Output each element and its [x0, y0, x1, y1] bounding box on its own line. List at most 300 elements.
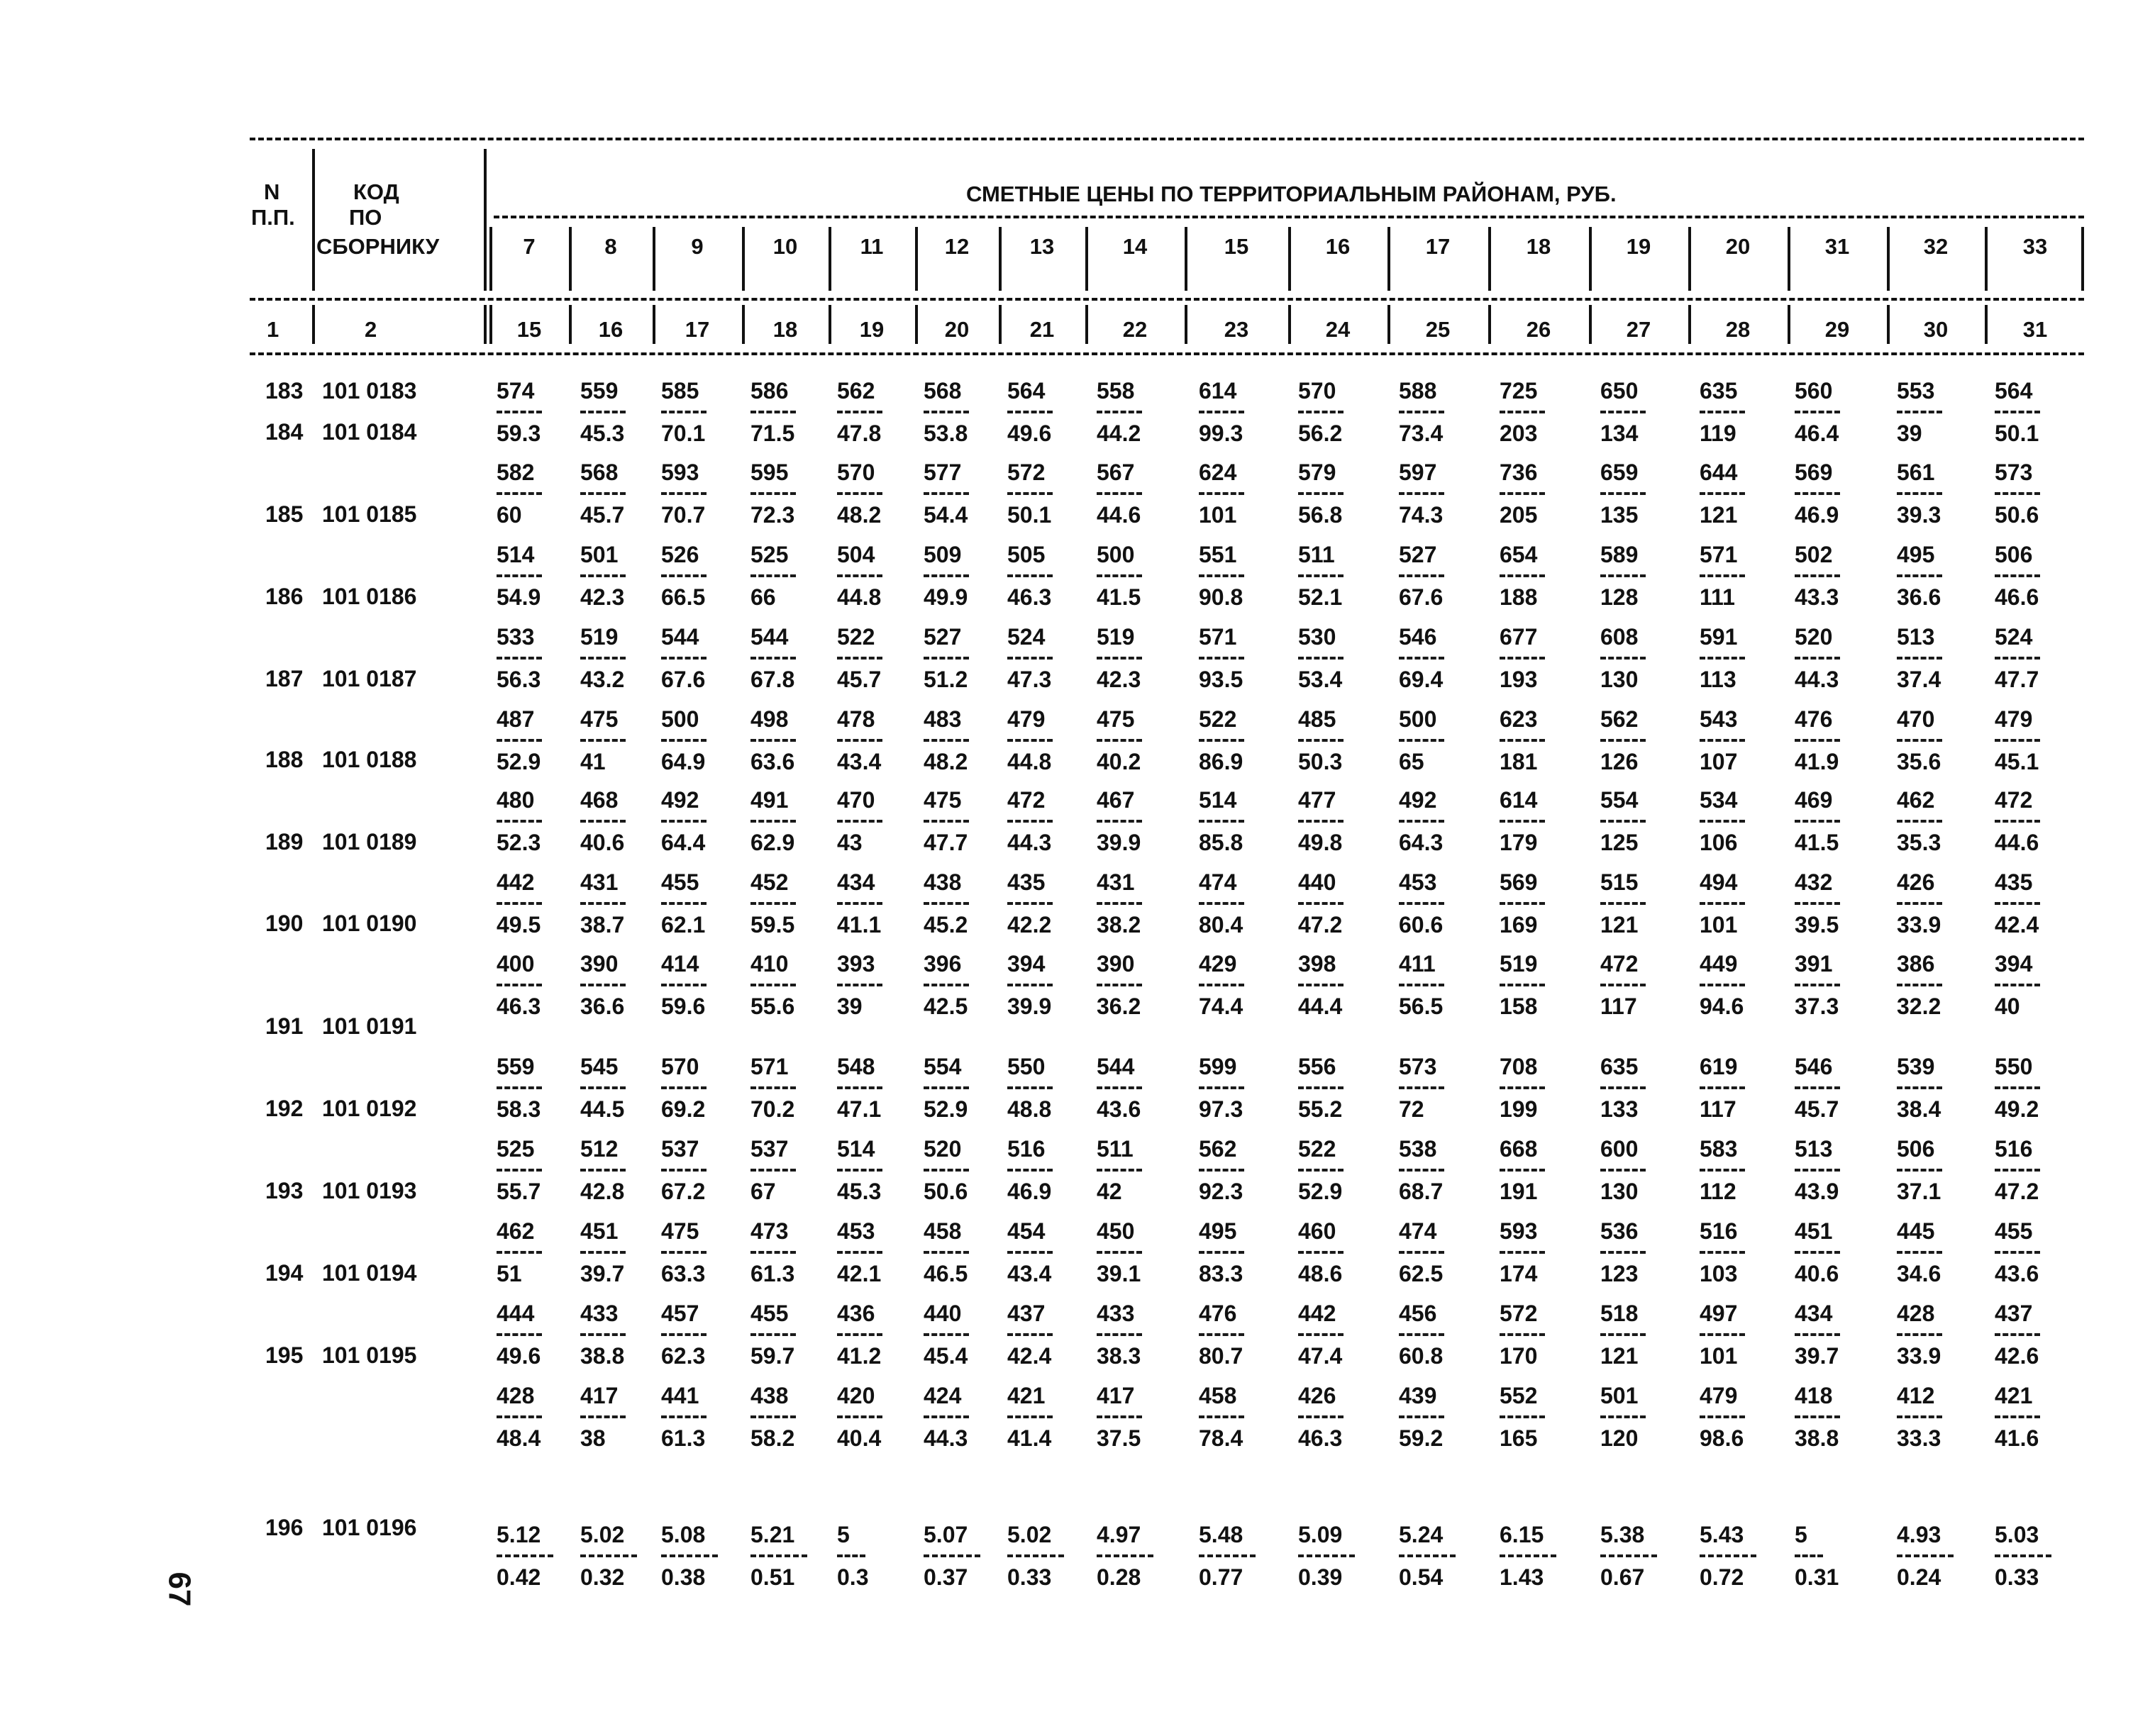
price-main: 571 [1700, 542, 1738, 567]
region-separator [1887, 227, 1890, 291]
price-main: 514 [497, 542, 535, 567]
column-number: 22 [1122, 317, 1148, 342]
price-sub: 106 [1700, 830, 1738, 855]
price-main: 492 [661, 787, 699, 813]
fraction-dash [750, 1415, 796, 1418]
price-main: 619 [1700, 1054, 1738, 1079]
price-sub: 45.7 [1795, 1096, 1839, 1122]
price-main: 553 [1897, 378, 1935, 404]
price-main: 498 [750, 706, 789, 732]
price-sub: 134 [1600, 421, 1639, 446]
price-main: 494 [1700, 869, 1738, 895]
fraction-dash [837, 984, 882, 986]
price-main: 567 [1097, 460, 1135, 485]
fraction-dash [1897, 411, 1942, 413]
price-sub: 67 [750, 1179, 776, 1204]
price-sub: 125 [1600, 830, 1639, 855]
price-sub: 0.28 [1097, 1564, 1141, 1590]
price-main: 475 [661, 1218, 699, 1244]
price-main: 597 [1399, 460, 1437, 485]
fraction-dash [1897, 492, 1942, 495]
fraction-dash [750, 984, 796, 986]
fraction-dash [924, 1169, 969, 1172]
price-sub: 38.2 [1097, 912, 1141, 937]
fraction-dash [1199, 492, 1244, 495]
price-sub: 47.2 [1995, 1179, 2039, 1204]
price-sub: 47.7 [924, 830, 968, 855]
price-main: 424 [924, 1383, 962, 1408]
price-sub: 98.6 [1700, 1425, 1744, 1451]
column-number: 17 [685, 317, 710, 342]
price-main: 550 [1995, 1054, 2033, 1079]
price-sub: 41.6 [1995, 1425, 2039, 1451]
price-sub: 121 [1600, 912, 1639, 937]
price-sub: 179 [1500, 830, 1538, 855]
price-main: 450 [1097, 1218, 1135, 1244]
price-main: 654 [1500, 542, 1538, 567]
price-sub: 40.2 [1097, 749, 1141, 774]
fraction-dash [750, 1169, 796, 1172]
fraction-dash [1298, 574, 1344, 577]
row-number: 186 [265, 584, 304, 609]
price-sub: 62.1 [661, 912, 706, 937]
price-main: 591 [1700, 624, 1738, 650]
price-sub: 43.4 [837, 749, 882, 774]
price-sub: 37.1 [1897, 1179, 1941, 1204]
price-sub: 46.5 [924, 1261, 968, 1286]
price-main: 440 [1298, 869, 1336, 895]
price-sub: 42.8 [580, 1179, 625, 1204]
row-number: 192 [265, 1096, 304, 1121]
fraction-dash [497, 902, 542, 905]
price-main: 614 [1199, 378, 1237, 404]
price-sub: 42.6 [1995, 1343, 2039, 1369]
price-main: 5.02 [1007, 1522, 1052, 1547]
price-sub: 48.2 [837, 502, 882, 528]
fraction-dash [1795, 574, 1840, 577]
fraction-dash [837, 902, 882, 905]
row-number: 191 [265, 1013, 304, 1039]
fraction-dash [1097, 1415, 1142, 1418]
price-main: 426 [1897, 869, 1935, 895]
fraction-dash [1600, 1169, 1646, 1172]
fraction-dash [580, 739, 626, 742]
fraction-dash [1097, 820, 1142, 823]
price-sub: 49.2 [1995, 1096, 2039, 1122]
region-header: 32 [1923, 234, 1949, 259]
price-main: 5.09 [1298, 1522, 1343, 1547]
price-main: 650 [1600, 378, 1639, 404]
fraction-dash [837, 574, 882, 577]
price-main: 390 [1097, 951, 1135, 976]
price-sub: 34.6 [1897, 1261, 1941, 1286]
price-sub: 169 [1500, 912, 1538, 937]
price-main: 600 [1600, 1136, 1639, 1162]
fraction-dash [924, 820, 969, 823]
price-main: 608 [1600, 624, 1639, 650]
price-main: 569 [1795, 460, 1833, 485]
price-main: 562 [1199, 1136, 1237, 1162]
fraction-dash [1795, 1251, 1840, 1254]
fraction-dash [837, 739, 882, 742]
fraction-dash [750, 1251, 796, 1254]
price-sub: 41.4 [1007, 1425, 1052, 1451]
region-separator [829, 305, 831, 344]
price-sub: 39 [1897, 421, 1922, 446]
fraction-dash [1298, 1415, 1344, 1418]
fraction-dash [1399, 1251, 1444, 1254]
fraction-dash [661, 1333, 707, 1336]
price-main: 455 [750, 1301, 789, 1326]
row-code: 101 0195 [322, 1342, 417, 1368]
region-separator [915, 227, 918, 291]
price-main: 538 [1399, 1136, 1437, 1162]
price-main: 420 [837, 1383, 875, 1408]
price-main: 411 [1399, 951, 1436, 976]
price-sub: 0.77 [1199, 1564, 1243, 1590]
region-separator [742, 227, 745, 291]
price-main: 589 [1600, 542, 1639, 567]
price-main: 572 [1500, 1301, 1538, 1326]
price-main: 571 [750, 1054, 789, 1079]
fraction-dash [1097, 1169, 1142, 1172]
price-main: 550 [1007, 1054, 1046, 1079]
price-main: 386 [1897, 951, 1935, 976]
price-sub: 101 [1700, 1343, 1738, 1369]
price-main: 548 [837, 1054, 875, 1079]
price-sub: 46.3 [497, 994, 541, 1019]
price-main: 391 [1795, 951, 1833, 976]
region-separator [1688, 227, 1691, 291]
price-sub: 0.67 [1600, 1564, 1645, 1590]
column-number: 28 [1725, 317, 1751, 342]
fraction-dash [1995, 657, 2040, 660]
price-sub: 43.4 [1007, 1261, 1052, 1286]
price-main: 394 [1995, 951, 2033, 976]
price-main: 429 [1199, 951, 1237, 976]
price-sub: 43 [837, 830, 863, 855]
price-sub: 42.5 [924, 994, 968, 1019]
price-sub: 56.3 [497, 667, 541, 692]
price-main: 519 [1500, 951, 1538, 976]
price-main: 614 [1500, 787, 1538, 813]
fraction-dash [1995, 1415, 2040, 1418]
fraction-dash [1199, 1415, 1244, 1418]
price-main: 560 [1795, 378, 1833, 404]
price-sub: 52.3 [497, 830, 541, 855]
header-n: N [264, 179, 280, 204]
price-sub: 67.6 [1399, 584, 1444, 610]
fraction-dash [1700, 574, 1745, 577]
fraction-dash [1007, 411, 1053, 413]
price-main: 5.48 [1199, 1522, 1243, 1547]
price-main: 487 [497, 706, 535, 732]
fraction-dash [1795, 492, 1840, 495]
fraction-dash [1097, 1251, 1142, 1254]
price-sub: 74.4 [1199, 994, 1243, 1019]
fraction-dash [1298, 1333, 1344, 1336]
price-sub: 61.3 [750, 1261, 795, 1286]
fraction-dash [661, 492, 707, 495]
price-sub: 1.43 [1500, 1564, 1544, 1590]
fraction-dash [661, 984, 707, 986]
price-main: 573 [1995, 460, 2033, 485]
fraction-dash [750, 574, 796, 577]
header-n2: П.П. [251, 205, 295, 230]
price-sub: 39.1 [1097, 1261, 1141, 1286]
price-main: 477 [1298, 787, 1336, 813]
fraction-dash [580, 902, 626, 905]
price-sub: 45.2 [924, 912, 968, 937]
fraction-dash [1795, 984, 1840, 986]
fraction-dash [1700, 492, 1745, 495]
price-sub: 72.3 [750, 502, 795, 528]
price-sub: 49.5 [497, 912, 541, 937]
price-sub: 44.2 [1097, 421, 1141, 446]
price-sub: 44.3 [1007, 830, 1052, 855]
price-main: 5.07 [924, 1522, 968, 1547]
price-main: 435 [1007, 869, 1046, 895]
region-header: 14 [1122, 234, 1148, 259]
fraction-dash [837, 1554, 865, 1557]
row-number: 183 [265, 378, 304, 404]
fraction-dash [1298, 739, 1344, 742]
price-sub: 65 [1399, 749, 1424, 774]
price-main: 440 [924, 1301, 962, 1326]
price-main: 412 [1897, 1383, 1935, 1408]
fraction-dash [1298, 1251, 1344, 1254]
region-header: 7 [523, 234, 536, 259]
price-main: 434 [1795, 1301, 1833, 1326]
price-main: 462 [497, 1218, 535, 1244]
fraction-dash [1007, 1169, 1053, 1172]
price-sub: 103 [1700, 1261, 1738, 1286]
price-main: 444 [497, 1301, 535, 1326]
price-sub: 45.3 [580, 421, 625, 446]
vline-n-mid [312, 206, 315, 291]
price-sub: 60.6 [1399, 912, 1444, 937]
price-sub: 67.6 [661, 667, 706, 692]
price-sub: 41.1 [837, 912, 882, 937]
price-sub: 97.3 [1199, 1096, 1243, 1122]
price-sub: 64.3 [1399, 830, 1444, 855]
fraction-dash [1298, 1169, 1344, 1172]
price-sub: 52.9 [1298, 1179, 1343, 1204]
price-main: 511 [1097, 1136, 1134, 1162]
price-sub: 32.2 [1897, 994, 1941, 1019]
price-sub: 47.7 [1995, 667, 2039, 692]
fraction-dash [1600, 1086, 1646, 1089]
row-code: 101 0192 [322, 1096, 417, 1121]
price-main: 449 [1700, 951, 1738, 976]
fraction-dash [1007, 492, 1053, 495]
price-main: 530 [1298, 624, 1336, 650]
row-number: 196 [265, 1515, 304, 1540]
fraction-dash [1600, 1415, 1646, 1418]
price-main: 457 [661, 1301, 699, 1326]
price-main: 456 [1399, 1301, 1437, 1326]
fraction-dash [661, 1251, 707, 1254]
price-sub: 113 [1700, 667, 1736, 692]
price-main: 564 [1995, 378, 2033, 404]
price-main: 583 [1700, 1136, 1738, 1162]
price-main: 5.38 [1600, 1522, 1645, 1547]
region-separator [489, 305, 492, 344]
price-main: 472 [1600, 951, 1639, 976]
price-main: 421 [1995, 1383, 2033, 1408]
region-header: 18 [1526, 234, 1551, 259]
price-main: 492 [1399, 787, 1437, 813]
price-sub: 90.8 [1199, 584, 1243, 610]
fraction-dash [661, 657, 707, 660]
fraction-dash [1897, 1251, 1942, 1254]
price-main: 451 [580, 1218, 619, 1244]
region-separator [1288, 227, 1291, 291]
price-sub: 0.38 [661, 1564, 706, 1590]
row-number: 193 [265, 1178, 304, 1203]
fraction-dash [580, 1333, 626, 1336]
region-header: 15 [1224, 234, 1249, 259]
price-main: 442 [497, 869, 535, 895]
price-main: 546 [1399, 624, 1437, 650]
fraction-dash [497, 739, 542, 742]
price-main: 410 [750, 951, 789, 976]
price-sub: 37.5 [1097, 1425, 1141, 1451]
price-sub: 73.4 [1399, 421, 1444, 446]
price-main: 445 [1897, 1218, 1935, 1244]
fraction-dash [750, 739, 796, 742]
price-sub: 44.4 [1298, 994, 1343, 1019]
price-sub: 71.5 [750, 421, 795, 446]
fraction-dash [1995, 739, 2040, 742]
price-sub: 0.3 [837, 1564, 869, 1590]
region-separator [1488, 305, 1491, 344]
fraction-dash [497, 1415, 542, 1418]
price-main: 5.08 [661, 1522, 706, 1547]
price-sub: 52.9 [497, 749, 541, 774]
price-main: 564 [1007, 378, 1046, 404]
region-separator [1185, 227, 1187, 291]
fraction-dash [837, 492, 882, 495]
fraction-dash [1199, 411, 1244, 413]
price-sub: 39.7 [1795, 1343, 1839, 1369]
price-sub: 70.7 [661, 502, 706, 528]
fraction-dash [580, 657, 626, 660]
price-main: 559 [580, 378, 619, 404]
price-sub: 45.7 [580, 502, 625, 528]
fraction-dash [1007, 657, 1053, 660]
price-sub: 59.6 [661, 994, 706, 1019]
price-sub: 52.1 [1298, 584, 1343, 610]
price-sub: 123 [1600, 1261, 1639, 1286]
fraction-dash [1600, 492, 1646, 495]
fraction-dash [1399, 1086, 1444, 1089]
row-code: 101 0185 [322, 501, 417, 527]
price-main: 480 [497, 787, 535, 813]
price-main: 569 [1500, 869, 1538, 895]
price-sub: 50.1 [1995, 421, 2039, 446]
price-main: 520 [924, 1136, 962, 1162]
price-sub: 62.9 [750, 830, 795, 855]
price-sub: 135 [1600, 502, 1639, 528]
header-num-n: 1 [267, 317, 279, 342]
price-main: 572 [1007, 460, 1046, 485]
header-bottom-rule [250, 352, 2084, 355]
fraction-dash [837, 657, 882, 660]
fraction-dash [1600, 739, 1646, 742]
fraction-dash [580, 820, 626, 823]
fraction-dash [1199, 574, 1244, 577]
fraction-dash [1795, 1554, 1823, 1557]
price-main: 520 [1795, 624, 1833, 650]
fraction-dash [1199, 820, 1244, 823]
price-sub: 92.3 [1199, 1179, 1243, 1204]
price-main: 483 [924, 706, 962, 732]
fraction-dash [750, 492, 796, 495]
price-sub: 0.72 [1700, 1564, 1744, 1590]
price-main: 4.93 [1897, 1522, 1941, 1547]
fraction-dash [497, 492, 542, 495]
fraction-dash [1500, 1086, 1545, 1089]
fraction-dash [1097, 739, 1142, 742]
region-separator [1788, 305, 1790, 344]
price-sub: 36.6 [580, 994, 625, 1019]
price-sub: 48.2 [924, 749, 968, 774]
price-sub: 44.3 [924, 1425, 968, 1451]
fraction-dash [1298, 902, 1344, 905]
fraction-dash [924, 411, 969, 413]
price-main: 559 [497, 1054, 535, 1079]
price-sub: 191 [1500, 1179, 1538, 1204]
price-main: 495 [1199, 1218, 1237, 1244]
price-sub: 111 [1700, 584, 1735, 610]
price-main: 516 [1700, 1218, 1738, 1244]
fraction-dash [1399, 1554, 1456, 1557]
price-sub: 46.3 [1298, 1425, 1343, 1451]
fraction-dash [1795, 411, 1840, 413]
fraction-dash [1500, 574, 1545, 577]
price-main: 534 [1700, 787, 1738, 813]
price-main: 455 [661, 869, 699, 895]
vline-n-bottom [312, 305, 315, 344]
price-main: 573 [1399, 1054, 1437, 1079]
price-main: 518 [1600, 1301, 1639, 1326]
price-main: 417 [580, 1383, 619, 1408]
price-sub: 42.3 [580, 584, 625, 610]
fraction-dash [1399, 902, 1444, 905]
fraction-dash [1897, 1554, 1954, 1557]
price-sub: 78.4 [1199, 1425, 1243, 1451]
vline-code [484, 149, 487, 291]
price-main: 545 [580, 1054, 619, 1079]
region-separator [999, 227, 1002, 291]
price-main: 659 [1600, 460, 1639, 485]
price-sub: 59.7 [750, 1343, 795, 1369]
column-number: 30 [1923, 317, 1949, 342]
price-main: 439 [1399, 1383, 1437, 1408]
region-separator [1688, 305, 1691, 344]
fraction-dash [1995, 902, 2040, 905]
price-sub: 41.5 [1097, 584, 1141, 610]
fraction-dash [1199, 1086, 1244, 1089]
fraction-dash [1795, 1415, 1840, 1418]
fraction-dash [837, 1169, 882, 1172]
price-sub: 33.9 [1897, 912, 1941, 937]
price-sub: 44.6 [1097, 502, 1141, 528]
row-number: 184 [265, 419, 304, 445]
price-main: 582 [497, 460, 535, 485]
price-main: 562 [837, 378, 875, 404]
